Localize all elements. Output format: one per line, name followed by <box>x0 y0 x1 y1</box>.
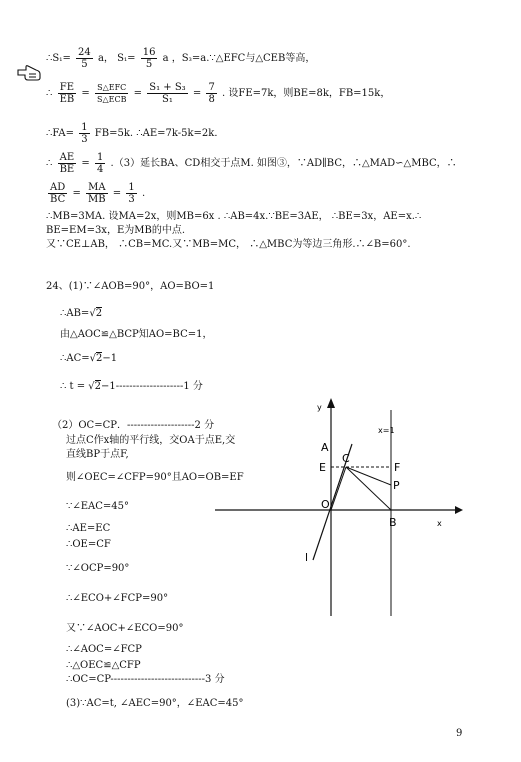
label-p: P <box>393 479 400 492</box>
s24-part2-heading: （2）OC=CP．--------------------2 分 <box>52 420 215 431</box>
label-y: y <box>317 403 322 412</box>
fraction: $\frac{7}{8}$ <box>208 82 215 105</box>
fraction: $\frac{\text{S△EFC}}{\text{S△ECB}}$ <box>96 83 127 104</box>
s24-congruence: 由△AOC≌△BCP知AO=BC=1， <box>60 329 213 340</box>
s23-line-7: BE=EM=3x，E为MB的中点. <box>46 225 186 236</box>
segment-oc <box>331 467 346 510</box>
y-axis-arrow <box>327 398 335 408</box>
fraction: $\frac{FE}{EB}$ <box>59 82 75 105</box>
s24-part2-line: 直线BP于点F, <box>66 449 129 460</box>
fraction: $\frac{1}{3}$ <box>81 122 88 145</box>
s24-part2-line: ∵∠EAC=45° <box>66 501 130 512</box>
s24-part2-line: ∴∠AOC=∠FCP <box>66 644 142 655</box>
s24-part2-line: ∵∠OCP=90° <box>66 563 130 574</box>
fraction: $\frac{1}{3}$ <box>128 182 135 205</box>
s23-line-5: $\frac{AD}{BC}$ = $\frac{MA}{MB}$ = $\frac{1}{3}$ . <box>50 182 146 205</box>
s24-heading: 24、(1)∵∠AOB=90°，AO=BO=1 <box>46 281 215 292</box>
label-b: B <box>389 516 397 529</box>
fraction: $\frac{16}{5}$ <box>142 47 156 70</box>
fraction: $\frac{1}{4}$ <box>96 152 104 175</box>
label-a: A <box>321 441 329 454</box>
fraction: $\frac{24}{5}$ <box>78 47 91 70</box>
s24-part2-line: ∴∠ECO+∠FCP=90° <box>66 593 169 604</box>
s23-line-3: ∴FA= $\frac{1}{3}$ FB=5k. ∴AE=7k-5k=2k． <box>46 122 225 145</box>
label-x1: x=1 <box>378 426 395 435</box>
label-o: O <box>321 498 330 511</box>
s24-part2-line: 过点C作x轴的平行线，交OA于点E,交 <box>66 435 236 446</box>
label-l: l <box>305 551 309 564</box>
s24-part2-line: ∴AE=EC <box>66 523 111 534</box>
segment-cb <box>346 467 391 510</box>
fraction: $\frac{\text{S₁ + S₃}}{\text{S₁}}$ <box>149 82 186 105</box>
s23-line-1: ∴S₁= $\frac{24}{5}$ a， S₁= $\frac{16}{5}$ a ，S₃=a.∵△EFC与△CEB等高， <box>46 47 316 70</box>
pointing-hand-icon <box>16 64 42 82</box>
s24-part2-line: 又∵∠AOC+∠ECO=90° <box>66 623 184 634</box>
fraction: $\frac{AD}{BC}$ <box>50 182 66 205</box>
s23-line-6: ∴MB=3MA. 设MA=2x，则MB=6x . ∴AB=4x.∵BE=3AE， ∴BE=3x，AE=x.∴ <box>46 211 422 222</box>
s24-t: ∴ t = √2−1--------------------1 分 <box>60 381 203 392</box>
label-e: E <box>319 461 326 474</box>
label-c: C <box>342 452 350 465</box>
s23-line-4: ∴ $\frac{AE}{BE}$ = $\frac{1}{4}$ .（3）延长BA、CD相交于点M. 如图③，∵AD∥BC，∴△MAD∽△MBC，∴ <box>46 152 457 175</box>
coordinate-figure <box>205 396 471 631</box>
s24-part2-line: ∴OC=CP----------------------------3 分 <box>66 674 225 685</box>
s23-line-2: ∴ $\frac{FE}{EB}$ = $\frac{\text{S△EFC}}{\text{S△ECB}}$ = $\frac{\text{S₁ + S₃}}{\text{S₁}}$ = $\frac{7}{8}$ . 设FE=7k，则BE=8k，FB=15k， <box>46 82 391 105</box>
s24-ac: ∴AC=√2−1 <box>60 353 118 364</box>
page-number: 9 <box>456 728 463 739</box>
label-x: x <box>437 519 442 528</box>
fraction: $\frac{MA}{MB}$ <box>88 182 106 205</box>
x-axis-arrow <box>455 506 463 514</box>
s24-part2-line: ∴△OEC≌△CFP <box>66 660 141 671</box>
s24-part2-line: 则∠OEC=∠CFP=90°且AO=OB=EF <box>66 472 244 483</box>
segment-cp <box>346 467 391 485</box>
s24-part2-line: ∴OE=CF <box>66 539 111 550</box>
label-f: F <box>394 461 401 474</box>
s24-ab: ∴AB=√2 <box>60 308 103 319</box>
s23-line-8: 又∵CE⊥AB， ∴CB=MC.又∵MB=MC， ∴△MBC为等边三角形.∴∠B=60°. <box>46 239 411 250</box>
fraction: $\frac{AE}{BE}$ <box>59 152 75 175</box>
s24-part3-line: (3)∵AC=t, ∠AEC=90°，∠EAC=45° <box>66 698 244 709</box>
